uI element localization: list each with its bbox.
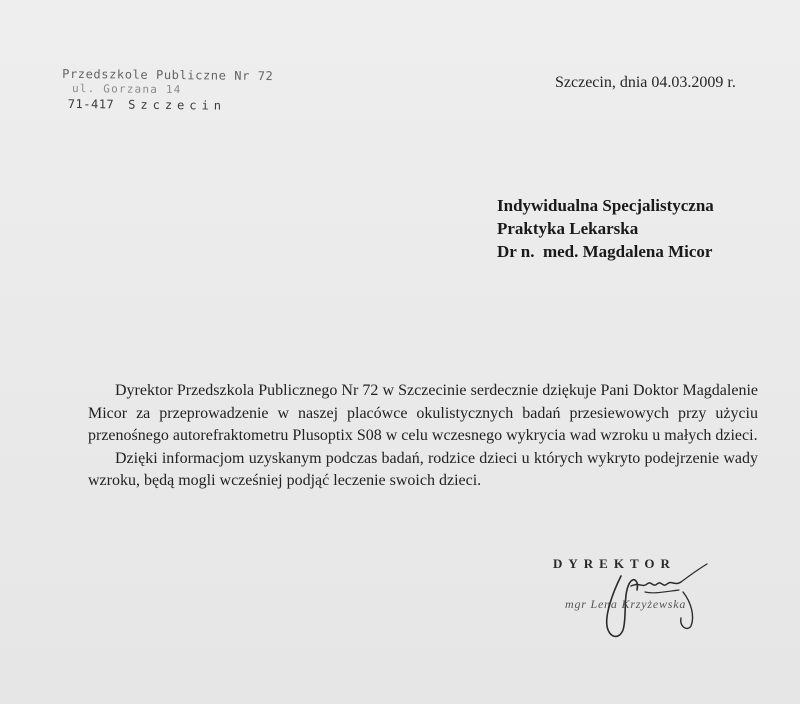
- stamp-city: Szczecin: [128, 97, 227, 113]
- signatory-name: mgr Lena Krzyżewska: [565, 597, 687, 611]
- recipient-line-2: Praktyka Lekarska: [497, 219, 639, 238]
- recipient-line-1: Indywidualna Specjalistyczna: [497, 196, 714, 215]
- letter-body: [88, 380, 758, 493]
- stamp-postal-city: [68, 97, 273, 113]
- institution-stamp: [62, 67, 274, 113]
- body-paragraph-2: Dzięki informacjom uzyskanym podczas badań, rodzice dzieci u których wykryto podejrzenie wady wzroku, będą mogli wcześniej podjąć leczenie swoich dzieci.: [88, 449, 758, 489]
- body-paragraph-1: Dyrektor Przedszkola Publicznego Nr 72 w Szczecinie serdecznie dziękuje Pani Doktor Magdalenie Micor za przeprowadzenie w naszej placówce okulistycznych badań przesiewowych przy użyciu przenośnego autorefraktometru Plusoptix S08 w celu wczesnego wykrycia wad wzroku u małych dzieci.: [88, 382, 758, 444]
- stamp-institution-name: Przedszkole Publiczne Nr 72: [62, 66, 274, 84]
- recipient-line-3: Dr n. med. Magdalena Micor: [497, 242, 713, 261]
- signature-block: [553, 556, 753, 646]
- stamp-postal-code: 71-417: [67, 96, 115, 112]
- signature-title: DYREKTOR: [553, 556, 676, 571]
- handwritten-signature: [583, 562, 713, 646]
- recipient-address: [497, 194, 714, 263]
- stamp-street: ul. Gorzana 14: [71, 81, 182, 97]
- place-and-date: Szczecin, dnia 04.03.2009 r.: [555, 74, 736, 91]
